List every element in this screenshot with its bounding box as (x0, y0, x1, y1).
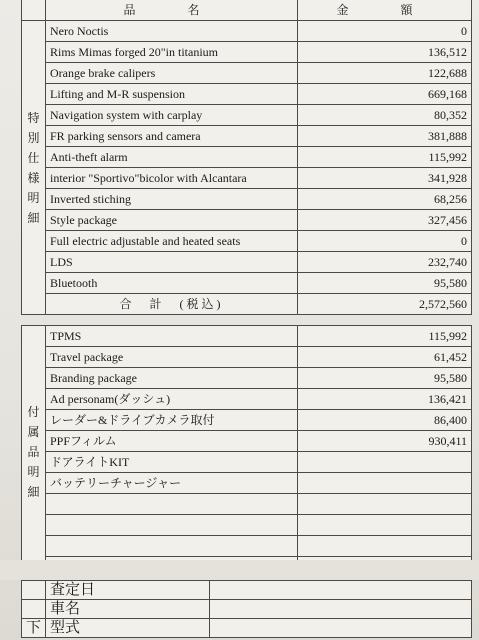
amount-cell: 0 (298, 21, 472, 42)
table-row (22, 210, 472, 231)
item-name-cell: TPMS (46, 326, 298, 347)
side-label-char: 品 (27, 444, 40, 459)
total-amount: 2,572,560 (298, 294, 472, 315)
item-name-cell: interior "Sportivo"bicolor with Alcantara (46, 168, 298, 189)
amount-cell: 341,928 (298, 168, 472, 189)
table-row (22, 63, 472, 84)
table-row (22, 452, 472, 473)
amount-cell: 95,580 (298, 273, 472, 294)
table-row (22, 326, 472, 347)
amount-cell: 115,992 (298, 326, 472, 347)
table-row (22, 410, 472, 431)
table-row (22, 126, 472, 147)
item-name-cell: Navigation system with carplay (46, 105, 298, 126)
amount-cell: 122,688 (298, 63, 472, 84)
trade-in-field-value (210, 619, 472, 638)
trade-in-row (22, 581, 472, 600)
item-name-cell: Full electric adjustable and heated seats (46, 231, 298, 252)
amount-cell (298, 515, 472, 536)
section-side-label (22, 21, 46, 315)
trade-in-row (22, 600, 472, 619)
table-row (22, 347, 472, 368)
amount-cell: 232,740 (298, 252, 472, 273)
trade-in-field-value (210, 600, 472, 619)
table-row (22, 389, 472, 410)
trade-in-side-label (22, 600, 46, 619)
amount-cell: 95,580 (298, 368, 472, 389)
side-label-char: 細 (27, 210, 40, 225)
side-label-char: 明 (27, 190, 40, 205)
table-row (22, 84, 472, 105)
trade-in-row (22, 619, 472, 638)
amount-cell (298, 452, 472, 473)
total-row (22, 294, 472, 315)
trade-in-field-label: 車名 (46, 600, 210, 619)
item-name-cell: PPFフィルム (46, 431, 298, 452)
side-label-char: 特 (27, 110, 40, 125)
item-name-cell: Ad personam(ダッシュ) (46, 389, 298, 410)
item-name-cell: LDS (46, 252, 298, 273)
item-name-cell: Bluetooth (46, 273, 298, 294)
item-name-cell (46, 494, 298, 515)
table-row (22, 21, 472, 42)
side-label-char: 仕 (27, 150, 40, 165)
amount-cell: 68,256 (298, 189, 472, 210)
page-gap (0, 560, 479, 580)
total-label: 合 計 (税込) (46, 294, 298, 315)
table-row (22, 536, 472, 557)
amount-cell: 669,168 (298, 84, 472, 105)
table-row (22, 105, 472, 126)
item-name-cell: Anti-theft alarm (46, 147, 298, 168)
table-row (22, 147, 472, 168)
item-name-cell: Travel package (46, 347, 298, 368)
item-name-cell: Inverted stiching (46, 189, 298, 210)
trade-in-side-label: 下 (22, 619, 46, 638)
side-label-char: 属 (27, 424, 40, 439)
table-row (22, 473, 472, 494)
trade-in-side-label (22, 581, 46, 600)
table-row (22, 515, 472, 536)
amount-cell (298, 536, 472, 557)
item-name-cell: Branding package (46, 368, 298, 389)
section-side-label (22, 326, 46, 578)
side-label-char: 細 (27, 484, 40, 499)
side-label-char: 付 (27, 404, 40, 419)
item-name-cell (46, 515, 298, 536)
trade-in-table (21, 580, 472, 638)
table-row (22, 189, 472, 210)
item-name-header: 品 名 (46, 0, 298, 21)
amount-cell: 381,888 (298, 126, 472, 147)
trade-in-field-value (210, 581, 472, 600)
item-name-cell: Lifting and M-R suspension (46, 84, 298, 105)
amount-cell: 930,411 (298, 431, 472, 452)
amount-cell: 86,400 (298, 410, 472, 431)
trade-in-field-label: 型式 (46, 619, 210, 638)
side-label-char: 様 (27, 170, 40, 185)
table-row (22, 431, 472, 452)
table-row (22, 273, 472, 294)
amount-cell: 136,512 (298, 42, 472, 63)
special-specs-table (21, 0, 472, 315)
item-name-cell (46, 536, 298, 557)
accessories-table (21, 325, 472, 578)
item-name-cell: バッテリーチャージャー (46, 473, 298, 494)
side-label-char: 別 (27, 130, 40, 145)
table-row (22, 494, 472, 515)
amount-cell: 0 (298, 231, 472, 252)
amount-header: 金 額 (298, 0, 472, 21)
table-row (22, 42, 472, 63)
item-name-cell: レーダー&ドライブカメラ取付 (46, 410, 298, 431)
table-row (22, 168, 472, 189)
item-name-cell: FR parking sensors and camera (46, 126, 298, 147)
item-name-cell: Nero Noctis (46, 21, 298, 42)
item-name-cell: Style package (46, 210, 298, 231)
table-row (22, 252, 472, 273)
table-row (22, 368, 472, 389)
amount-cell: 327,456 (298, 210, 472, 231)
side-label-char: 明 (27, 464, 40, 479)
amount-cell: 115,992 (298, 147, 472, 168)
item-name-cell: Rims Mimas forged 20"in titanium (46, 42, 298, 63)
amount-cell: 61,452 (298, 347, 472, 368)
amount-cell (298, 494, 472, 515)
table-row (22, 231, 472, 252)
amount-cell (298, 473, 472, 494)
item-name-cell: Orange brake calipers (46, 63, 298, 84)
amount-cell: 80,352 (298, 105, 472, 126)
trade-in-field-label: 査定日 (46, 581, 210, 600)
item-name-cell: ドアライトKIT (46, 452, 298, 473)
amount-cell: 136,421 (298, 389, 472, 410)
